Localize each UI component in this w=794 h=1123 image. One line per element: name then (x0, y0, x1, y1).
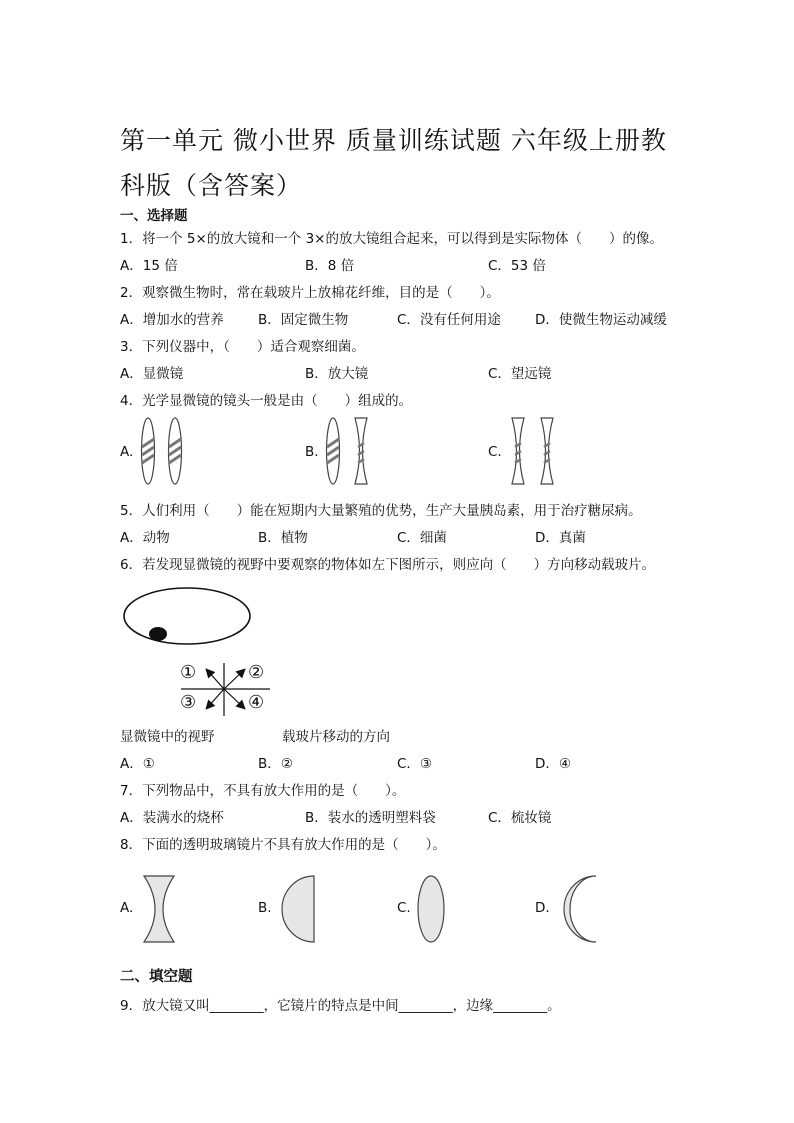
direction-label-2: ② (248, 662, 265, 683)
question-7: 7．下列物品中，不具有放大作用的是（ ）。 (120, 783, 406, 799)
q2-option-a[interactable]: A．增加水的营养 (120, 312, 224, 328)
question-3: 3．下列仪器中，（ ）适合观察细菌。 (120, 339, 365, 355)
direction-label-1: ① (180, 662, 197, 683)
q8-concave-lens-figure (140, 874, 178, 944)
q4-concave-concave-lens-figure (508, 415, 558, 487)
question-9: 9．放大镜又叫________，它镜片的特点是中间________，边缘________。 (120, 998, 561, 1014)
q6-option-b[interactable]: B．② (258, 756, 293, 772)
q3-option-c[interactable]: C．望远镜 (488, 366, 552, 382)
slide-direction-caption: 载玻片移动的方向 (282, 729, 390, 745)
q8-option-b[interactable]: B. (258, 900, 272, 916)
q5-option-d[interactable]: D．真菌 (535, 530, 586, 546)
q8-option-a[interactable]: A. (120, 900, 134, 916)
question-6: 6．若发现显微镜的视野中要观察的物体如左下图所示，则应向（ ）方向移动载玻片。 (120, 557, 656, 573)
q4-convex-concave-lens-figure (322, 415, 372, 487)
q4-convex-convex-lens-figure (138, 415, 188, 487)
section-heading-choice: 一、选择题 (120, 208, 188, 224)
q8-biconvex-lens-figure (414, 874, 448, 944)
direction-label-3: ③ (180, 692, 197, 713)
question-8: 8．下面的透明玻璃镜片不具有放大作用的是（ ）。 (120, 837, 446, 853)
q7-option-b[interactable]: B．装水的透明塑料袋 (305, 810, 436, 826)
q1-option-c[interactable]: C．53 倍 (488, 258, 546, 274)
q6-option-d[interactable]: D．④ (535, 756, 571, 772)
q2-option-b[interactable]: B．固定微生物 (258, 312, 349, 328)
q8-crescent-lens-figure (554, 874, 602, 944)
page-title: 第一单元 微小世界 质量训练试题 六年级上册教科版（含答案） (120, 126, 667, 200)
direction-label-4: ④ (248, 692, 265, 713)
q8-plano-convex-lens-figure (280, 874, 320, 944)
q5-option-c[interactable]: C．细菌 (397, 530, 447, 546)
q2-option-c[interactable]: C．没有任何用途 (397, 312, 501, 328)
q4-option-b[interactable]: B. (305, 444, 319, 460)
question-2: 2．观察微生物时，常在载玻片上放棉花纤维，目的是（ ）。 (120, 285, 500, 301)
q8-option-c[interactable]: C. (397, 900, 411, 916)
q7-option-c[interactable]: C．梳妆镜 (488, 810, 552, 826)
question-5: 5．人们利用（ ）能在短期内大量繁殖的优势，生产大量胰岛素，用于治疗糖尿病。 (120, 503, 642, 519)
q1-option-a[interactable]: A．15 倍 (120, 258, 178, 274)
field-of-view-caption: 显微镜中的视野 (120, 729, 215, 745)
q6-option-c[interactable]: C．③ (397, 756, 433, 772)
q5-option-b[interactable]: B．植物 (258, 530, 308, 546)
q2-option-d[interactable]: D．使微生物运动减缓 (535, 312, 667, 328)
microscope-field-of-view-figure (120, 585, 256, 649)
q4-option-c[interactable]: C. (488, 444, 502, 460)
q8-option-d[interactable]: D. (535, 900, 550, 916)
q7-option-a[interactable]: A．装满水的烧杯 (120, 810, 224, 826)
q5-option-a[interactable]: A．动物 (120, 530, 170, 546)
section-heading-fill-blank: 二、填空题 (120, 969, 193, 985)
q4-option-a[interactable]: A. (120, 444, 134, 460)
q3-option-a[interactable]: A．显微镜 (120, 366, 184, 382)
q6-option-a[interactable]: A．① (120, 756, 155, 772)
q1-option-b[interactable]: B．8 倍 (305, 258, 355, 274)
question-4: 4．光学显微镜的镜头一般是由（ ）组成的。 (120, 393, 413, 409)
question-1: 1．将一个 5×的放大镜和一个 3×的放大镜组合起来，可以得到是实际物体（ ）的像。 (120, 231, 663, 247)
q3-option-b[interactable]: B．放大镜 (305, 366, 369, 382)
